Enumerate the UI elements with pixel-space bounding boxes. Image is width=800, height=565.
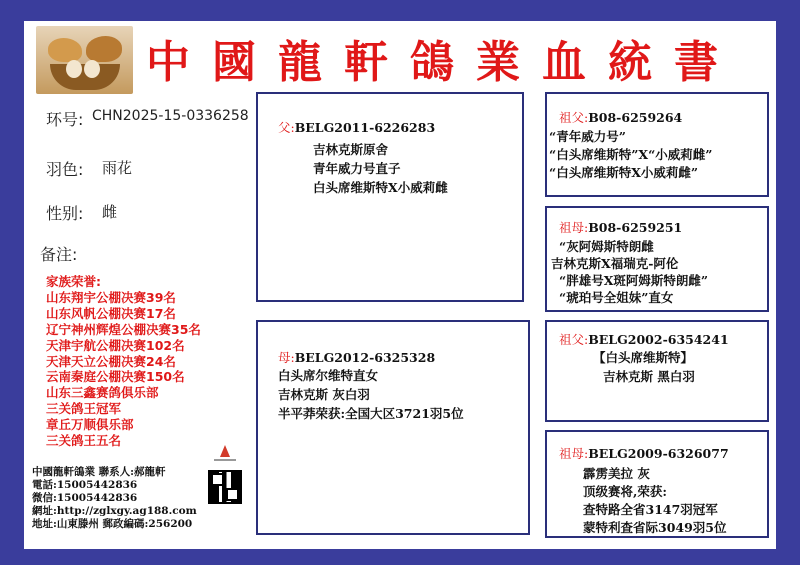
- list-item: 天津天立公棚决赛24名: [46, 353, 176, 369]
- list-item: 章丘万顺俱乐部: [46, 417, 134, 433]
- grandsire-detail: “青年威力号”: [549, 129, 626, 144]
- dam-ring: [278, 348, 435, 366]
- list-item: 家族荣誉:: [46, 274, 101, 289]
- granddam-maternal-ring: [559, 444, 729, 462]
- color-value: 雨花: [102, 159, 133, 177]
- qr-code: [208, 470, 242, 504]
- contact-wechat: 微信:15005442836: [32, 492, 138, 504]
- ring-label: 环号:: [46, 110, 84, 129]
- notes-label: 备注:: [40, 245, 78, 264]
- list-item: 山东三鑫赛鸽俱乐部: [46, 385, 159, 401]
- granddam-detail: 霹雳美拉 灰: [583, 466, 650, 481]
- list-item: 三关鸽王五名: [46, 433, 122, 449]
- dam-ring-number: BELG2012-6325328: [294, 350, 436, 365]
- list-item: 云南秦庭公棚决赛150名: [46, 369, 185, 385]
- grandsire-label: 祖父:: [559, 110, 589, 125]
- ring-value: CHN2025-15-0336258: [92, 108, 249, 124]
- page-title: 中國龍軒鴿業血統書: [146, 37, 740, 88]
- sire-detail: 白头席维斯特X小威莉雌: [313, 180, 448, 195]
- list-item: 山东翔宇公棚决赛39名: [46, 289, 176, 305]
- sire-label: 父:: [278, 120, 295, 135]
- list-item: 三关鸽王冠军: [46, 401, 122, 417]
- sire-box: [256, 92, 524, 302]
- dam-label: 母:: [278, 350, 295, 365]
- pigeon-icon: [86, 36, 122, 62]
- grandsire-label: 祖父:: [559, 332, 589, 347]
- grandsire-detail: 吉林克斯 黑白羽: [603, 369, 695, 384]
- granddam-label: 祖母:: [559, 446, 589, 461]
- sire-ring: [278, 118, 435, 136]
- sire-ring-number: BELG2011-6226283: [294, 120, 436, 135]
- color-label: 羽色:: [46, 160, 84, 179]
- brand-mark-icon: [212, 443, 238, 465]
- granddam-detail: 蒙特利查省际3049羽5位: [583, 520, 727, 535]
- granddam-detail: “灰阿姆斯特朗雌: [559, 239, 654, 254]
- granddam-maternal-box: [545, 430, 769, 538]
- granddam-paternal-box: [545, 206, 769, 312]
- sire-detail: 青年威力号直子: [313, 161, 401, 176]
- sex-label: 性别:: [46, 204, 84, 223]
- sex-value: 雌: [102, 203, 118, 221]
- grandsire-ring-number: BELG2002-6354241: [588, 332, 729, 347]
- contact-phone: 電話:15005442836: [32, 479, 138, 491]
- contact-address: 地址:山東滕州 郵政編碼:256200: [32, 518, 193, 530]
- list-item: 辽宁神州辉煌公棚决赛35名: [46, 321, 201, 337]
- grandsire-maternal-box: [545, 320, 769, 422]
- granddam-detail: 吉林克斯X福瑞克-阿伦: [551, 256, 679, 271]
- granddam-detail: “琥珀号全姐妹”直女: [559, 290, 674, 305]
- contact-website[interactable]: 網址:http://zglxgy.ag188.com: [32, 505, 197, 517]
- granddam-ring-number: BELG2009-6326077: [588, 446, 729, 461]
- grandsire-paternal-box: [545, 92, 769, 197]
- pigeon-nest-logo: [36, 26, 133, 94]
- contact-line: 中國龍軒鴿業 聯系人:郝龍軒: [32, 466, 166, 478]
- granddam-detail: 查特路全省3147羽冠军: [583, 502, 718, 517]
- dam-detail: 白头席尔维特直女: [278, 368, 379, 383]
- grandsire-paternal-ring: [559, 108, 682, 126]
- granddam-label: 祖母:: [559, 220, 589, 235]
- contact-info: [32, 466, 212, 531]
- granddam-ring-number: B08-6259251: [588, 220, 683, 235]
- grandsire-ring-number: B08-6259264: [588, 110, 683, 125]
- grandsire-maternal-ring: [559, 330, 729, 348]
- family-honors-list: [46, 274, 251, 449]
- sire-detail: 吉林克斯原舍: [313, 142, 389, 157]
- list-item: 山东风帆公棚决赛17名: [46, 305, 176, 321]
- grandsire-detail: “白头席维斯特”X“小威莉雌”: [549, 147, 713, 162]
- list-item: 天津宇航公棚决赛102名: [46, 337, 185, 353]
- grandsire-detail: 【白头席维斯特】: [593, 350, 694, 365]
- egg-icon: [84, 60, 100, 78]
- dam-detail: 半平莽荣获:全国大区3721羽5位: [278, 406, 464, 421]
- grandsire-detail: “白头席维斯特X小威莉雌”: [549, 165, 699, 180]
- granddam-paternal-ring: [559, 218, 682, 236]
- dam-box: [256, 320, 530, 535]
- granddam-detail: “胖雄号X斑阿姆斯特朗雌”: [559, 273, 709, 288]
- dam-detail: 吉林克斯 灰白羽: [278, 387, 370, 402]
- granddam-detail: 顶级赛将,荣获:: [583, 484, 667, 499]
- egg-icon: [66, 60, 82, 78]
- pigeon-icon: [48, 38, 82, 62]
